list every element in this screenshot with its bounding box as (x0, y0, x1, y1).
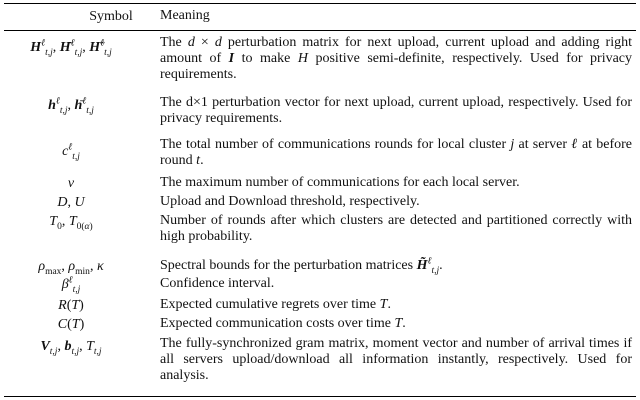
meaning-cell: Upload and Download threshold, respectively. (160, 194, 420, 209)
table-top-rule (4, 3, 636, 4)
meaning-cell: The total number of communications rounds for local cluster j at server ℓ at before round t. (160, 137, 633, 169)
symbol-cell: D, U (57, 195, 85, 210)
meaning-cell: Expected cumulative regrets over time T. (160, 297, 391, 312)
meaning-cell: Spectral bounds for the perturbation matrices H̃$^\ell_{t,j}$. (160, 256, 443, 276)
symbol-cell: R(T) (58, 298, 84, 313)
meaning-cell: The d×1 perturbation vector for next upload, current upload, respectively. Used for privacy requirements. (160, 95, 632, 127)
meaning-cell: Expected communication costs over time T. (160, 316, 406, 331)
symbol-cell: $H^\ell_{t,j}$, $H^\ell_{t,j}$, $H^\ell_{t,j}$ (30, 38, 112, 58)
symbol-cell: $\beta^\ell_{t,j}$ (61, 275, 81, 295)
meaning-column-header: Meaning (160, 8, 210, 23)
meaning-cell: The fully-synchronized gram matrix, moment vector and number of arrival times if all servers upload/download all information instantly, respectively. Used for analysis. (160, 336, 632, 384)
symbol-cell: ν (67, 176, 75, 191)
symbol-cell: C(T) (57, 317, 85, 332)
symbol-cell: $\rho_{max}$, $\rho_{min}$, κ (38, 259, 104, 277)
symbol-cell: $h^\ell_{t,j}$, $h^\ell_{t,j}$ (48, 96, 94, 116)
meaning-cell: Confidence interval. (160, 276, 275, 291)
meaning-cell: The d × d perturbation matrix for next upload, current upload and adding right amount of I to make H positive semi-definite, respectively. Used for privacy requirements. (160, 35, 633, 83)
symbol-column-header: Symbol (89, 9, 133, 24)
meaning-cell: The maximum number of communications for each local server. (160, 175, 520, 190)
meaning-cell: Number of rounds after which clusters are detected and partitioned correctly with high probability. (160, 213, 632, 245)
table-bottom-rule (4, 396, 636, 397)
header-rule (4, 30, 636, 31)
symbol-cell: $c^\ell_{t,j}$ (62, 142, 80, 162)
symbol-cell: $T_0$, $T_{0(\alpha)}$ (49, 214, 93, 232)
symbol-cell: $V_{t,j}$, $b_{t,j}$, $T_{t,j}$ (40, 339, 102, 357)
